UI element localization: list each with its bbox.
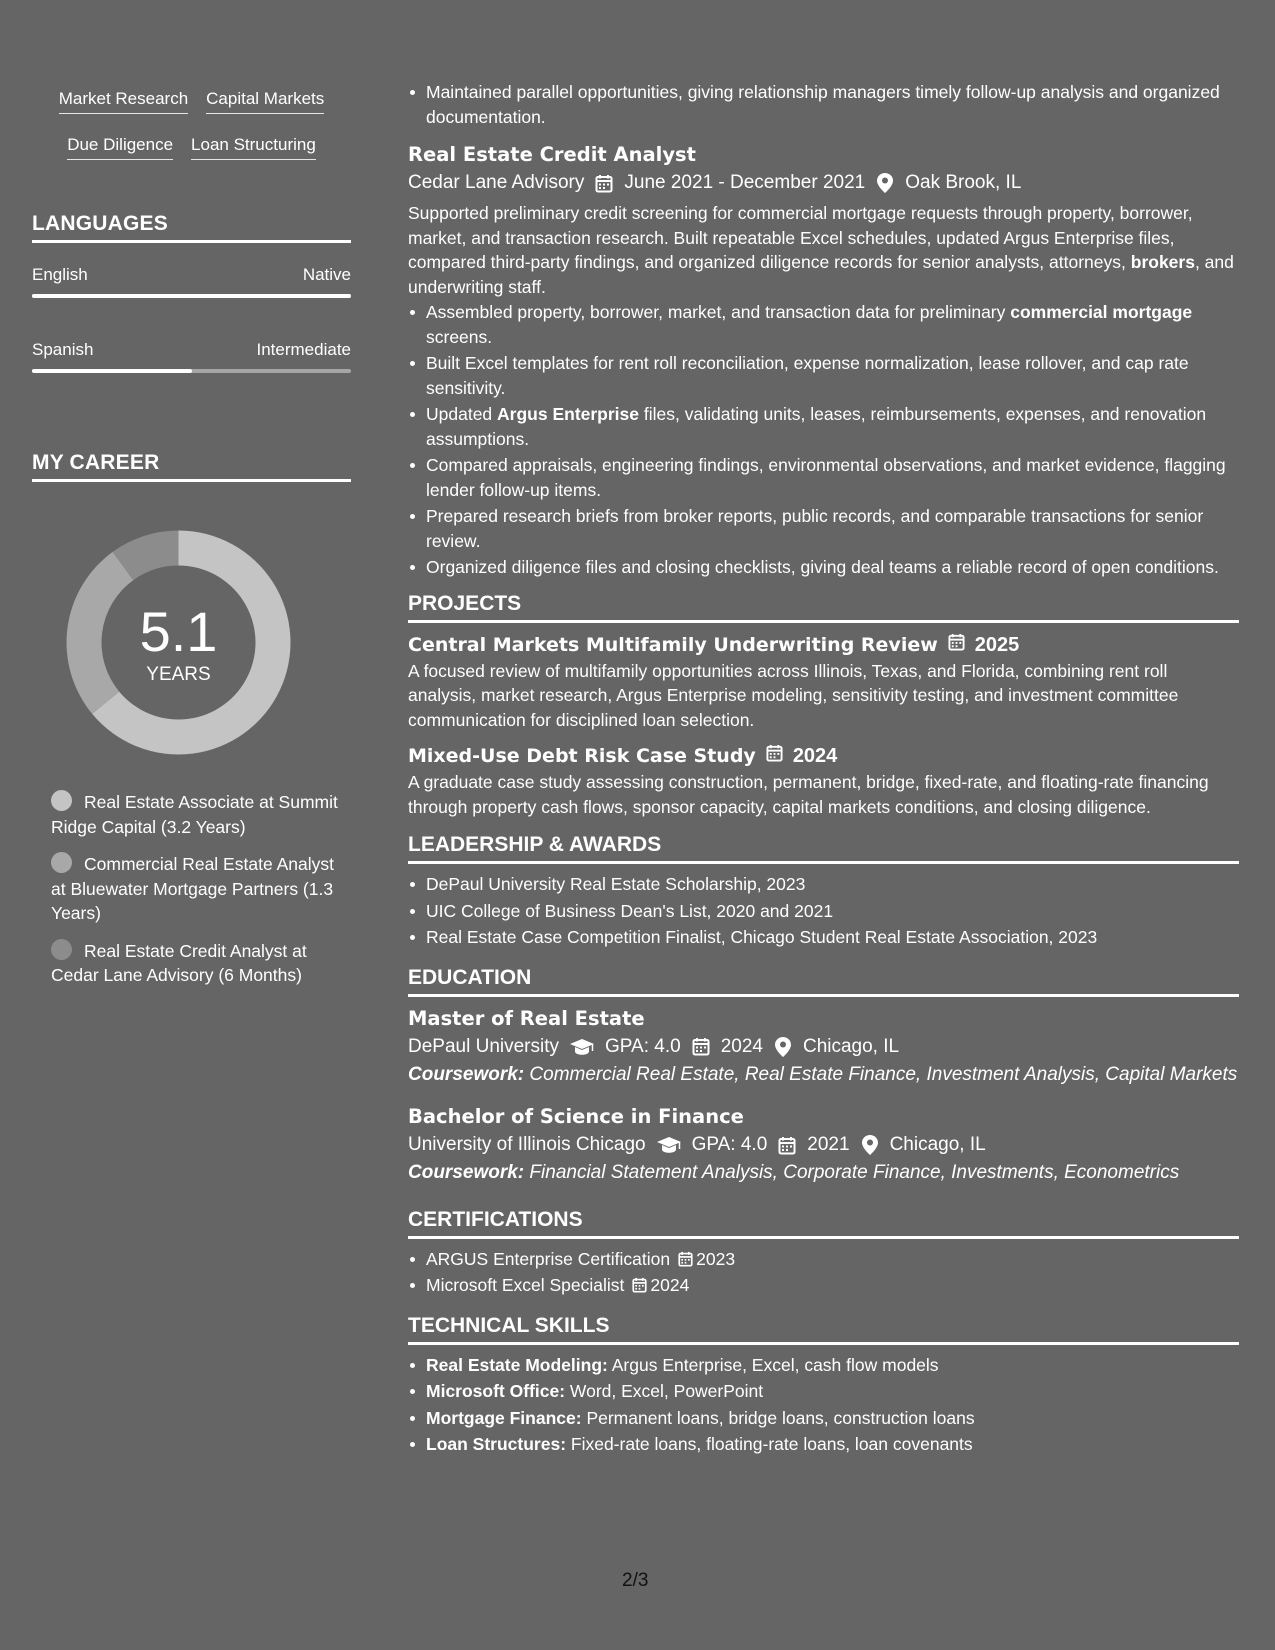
skill-tag: Market Research (59, 88, 188, 114)
page-number: 2/3 (622, 1570, 649, 1591)
job-entry (408, 141, 1239, 580)
section-title: CERTIFICATIONS (408, 1208, 1239, 1239)
job-title: Real Estate Credit Analyst (408, 143, 696, 166)
skill-tags (32, 88, 351, 180)
certification-item: Microsoft Excel Specialist 2024 (408, 1273, 1239, 1298)
school-location: Chicago, IL (802, 1035, 900, 1057)
main-content (408, 0, 1239, 1459)
project-description: A focused review of multifamily opportunities across Illinois, Texas, and Florida, combining rent roll analysis, market research, Argus Enterprise modeling, sensitivity testing, and investment committee communication for disciplined loan selection. (408, 660, 1179, 730)
graduation-year: 2024 (720, 1035, 763, 1057)
project-name: Central Markets Multifamily Underwriting Review (408, 633, 938, 656)
career-donut-chart (66, 530, 291, 755)
technical-skills-list (408, 1353, 1239, 1457)
section-title: LANGUAGES (32, 212, 351, 243)
skill-item: Real Estate Modeling: Argus Enterprise, Excel, cash flow models (408, 1353, 1239, 1378)
job-summary: Supported preliminary credit screening for commercial mortgage requests through property, borrower, market, and transaction research. Built repeatable Excel schedules, updated Argus Enterprise files, compared third-party findings, and organized diligence records for senior analysts, attorneys, brokers, and underwriting staff. (408, 203, 1234, 297)
career-legend (51, 790, 341, 1001)
language-item (32, 340, 351, 373)
section-title: EDUCATION (408, 966, 1239, 997)
certification-item: ARGUS Enterprise Certification 2023 (408, 1247, 1239, 1272)
job-bullets (408, 300, 1239, 580)
graduation-year: 2021 (807, 1134, 850, 1155)
bullet-item: Assembled property, borrower, market, and transaction data for preliminary commercial mortgage screens. (408, 300, 1239, 349)
languages-section (32, 212, 351, 373)
bullet-item: Built Excel templates for rent roll reconciliation, expense normalization, lease rollover, and cap rate sensitivity. (408, 351, 1239, 400)
job-meta (408, 169, 1239, 197)
bullet-item: Compared appraisals, engineering findings, environmental observations, and market evidence, flagging lender follow-up items. (408, 453, 1239, 502)
project-year: 2025 (974, 633, 1020, 656)
language-bar-fill (32, 294, 351, 298)
coursework: Coursework: Commercial Real Estate, Real Estate Finance, Investment Analysis, Capital Markets (408, 1063, 1238, 1085)
gpa: GPA: 4.0 (605, 1035, 681, 1057)
language-level: Intermediate (256, 340, 351, 359)
calendar-icon (948, 631, 965, 659)
section-title: TECHNICAL SKILLS (408, 1314, 1239, 1345)
calendar-icon (678, 1251, 693, 1267)
job-dates: June 2021 - December 2021 (624, 172, 866, 193)
leadership-list (408, 872, 1239, 950)
skill-tag: Capital Markets (206, 88, 324, 114)
project-name: Mixed-Use Debt Risk Case Study (408, 745, 756, 767)
calendar-icon (691, 1037, 711, 1057)
language-level: Native (302, 265, 351, 284)
coursework: Coursework: Financial Statement Analysis, Corporate Finance, Investments, Econometrics (408, 1162, 1180, 1183)
section-title: PROJECTS (408, 592, 1239, 623)
career-legend-item: Commercial Real Estate Analyst at Bluewater Mortgage Partners (1.3 Years) (51, 854, 334, 923)
degree-name: Master of Real Estate (408, 1006, 645, 1030)
certifications-list (408, 1247, 1239, 1298)
calendar-icon (766, 742, 783, 770)
education-item (408, 1103, 1239, 1186)
career-total-unit: YEARS (146, 664, 211, 685)
project-description: A graduate case study assessing construction, permanent, bridge, fixed-rate, and floating-rate financing through property cash flows, sponsor capacity, capital markets conditions, and closing diligence. (408, 772, 1209, 817)
map-pin-icon (860, 1135, 880, 1155)
section-title: LEADERSHIP & AWARDS (408, 833, 1239, 864)
skill-item: Loan Structures: Fixed-rate loans, floating-rate loans, loan covenants (408, 1432, 1239, 1457)
education-item (408, 1005, 1239, 1088)
project-item (408, 742, 1239, 819)
bullet-item: DePaul University Real Estate Scholarship, 2023 (408, 872, 1239, 897)
school-location: Chicago, IL (889, 1134, 986, 1155)
bullet-item: Maintained parallel opportunities, giving relationship managers timely follow-up analysis and organized documentation. (408, 80, 1239, 129)
school-name: University of Illinois Chicago (408, 1134, 646, 1155)
language-bar (32, 294, 351, 298)
calendar-icon (777, 1135, 797, 1155)
gpa: GPA: 4.0 (691, 1134, 768, 1155)
skill-tag: Due Diligence (67, 134, 173, 160)
career-legend-item: Real Estate Associate at Summit Ridge Capital (3.2 Years) (51, 792, 338, 837)
bullet-item: UIC College of Business Dean's List, 2020 and 2021 (408, 899, 1239, 924)
map-pin-icon (773, 1037, 793, 1057)
language-item (32, 265, 351, 298)
bullet-item: Prepared research briefs from broker reports, public records, and comparable transactions for senior review. (408, 504, 1239, 553)
company-name: Cedar Lane Advisory (408, 172, 585, 193)
skill-item: Microsoft Office: Word, Excel, PowerPoint (408, 1379, 1239, 1404)
career-legend-item: Real Estate Credit Analyst at Cedar Lane Advisory (6 Months) (51, 940, 307, 985)
section-title: MY CAREER (32, 451, 351, 482)
bullet-item: Organized diligence files and closing checklists, giving deal teams a reliable record of open conditions. (408, 555, 1239, 580)
project-year: 2024 (792, 745, 838, 767)
language-name: Spanish (32, 340, 94, 359)
legend-dot (51, 939, 72, 960)
career-section (32, 451, 351, 482)
project-item (408, 631, 1239, 733)
language-bar-fill (32, 369, 192, 373)
bullet-item: Updated Argus Enterprise files, validating units, leases, reimbursements, expenses, and renovation assumptions. (408, 402, 1239, 451)
language-name: English (32, 265, 88, 284)
degree-name: Bachelor of Science in Finance (408, 1105, 744, 1128)
map-pin-icon (875, 173, 895, 193)
prev-job-bullets (408, 80, 1239, 129)
calendar-icon (632, 1277, 647, 1293)
language-bar (32, 369, 351, 373)
legend-dot (51, 852, 72, 873)
skill-tag: Loan Structuring (191, 134, 316, 160)
graduation-cap-icon (656, 1135, 682, 1155)
bullet-item: Real Estate Case Competition Finalist, Chicago Student Real Estate Association, 2023 (408, 925, 1239, 950)
skill-item: Mortgage Finance: Permanent loans, bridge loans, construction loans (408, 1406, 1239, 1431)
calendar-icon (594, 173, 614, 193)
school-name: DePaul University (408, 1035, 559, 1057)
graduation-cap-icon (569, 1037, 595, 1057)
legend-dot (51, 790, 72, 811)
job-location: Oak Brook, IL (905, 172, 1022, 193)
career-total-value: 5.1 (139, 600, 218, 663)
